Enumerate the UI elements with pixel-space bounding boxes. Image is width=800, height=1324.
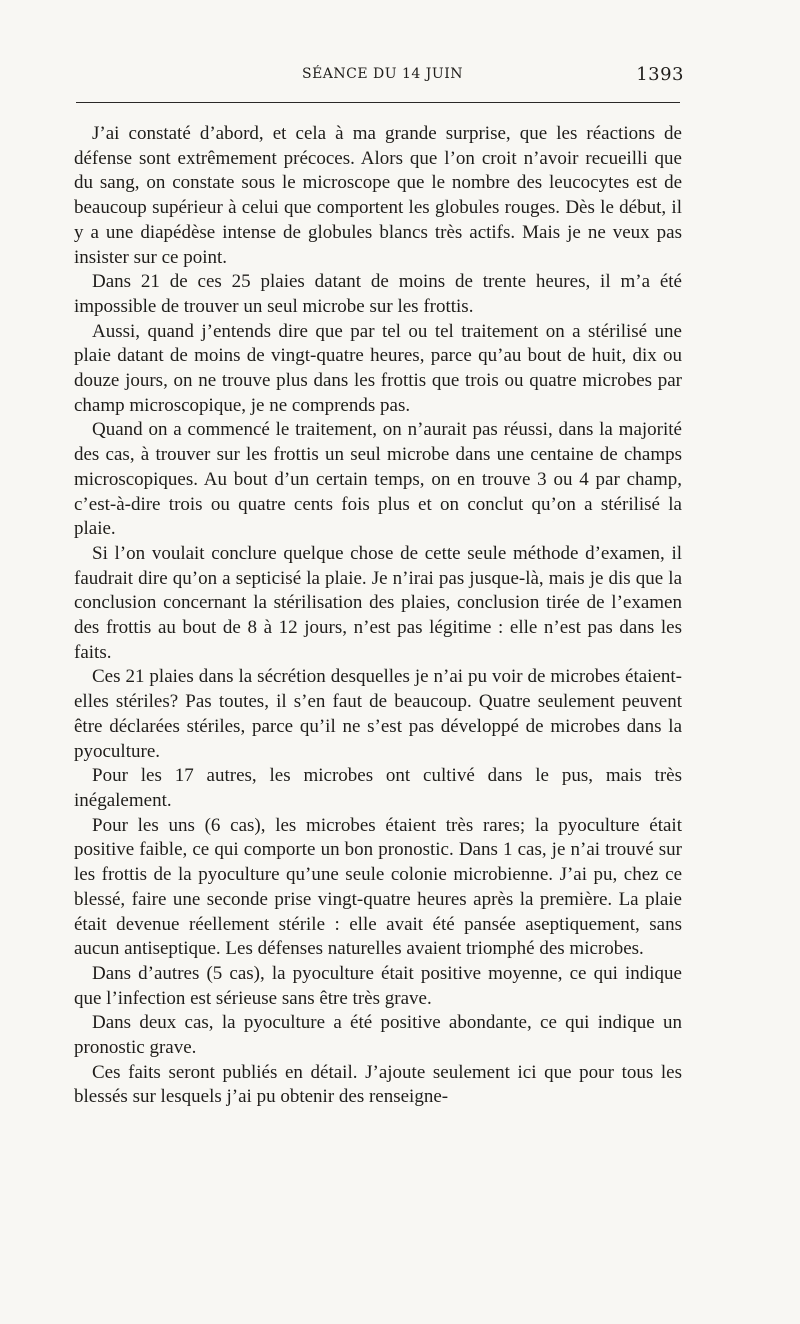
header-rule [76, 102, 680, 103]
paragraph: Dans d’autres (5 cas), la pyoculture était positive moyenne, ce qui indique que l’infection est sérieuse sans être très grave. [74, 962, 682, 1009]
paragraph: Dans 21 de ces 25 plaies datant de moins de trente heures, il m’a été impossible de trouver un seul microbe sur les frottis. [74, 271, 682, 317]
book-page [74, 0, 684, 1324]
body-text [74, 122, 682, 1110]
page-header [74, 62, 684, 92]
running-head: SÉANCE DU 14 JUIN [302, 66, 463, 82]
paragraph: Ces faits seront publiés en détail. J’ajoute seulement ici que pour tous les blessés sur lesquels j’ai pu obtenir des renseigne- [74, 1061, 682, 1108]
paragraph: Ces 21 plaies dans la sécrétion desquelles je n’ai pu voir de microbes étaient-elles stériles? Pas toutes, il s’en faut de beaucoup. Quatre seulement peuvent être déclarées stériles, parce qu’il ne s’est pas développé de microbes dans la pyoculture. [74, 666, 682, 762]
page-number: 1393 [636, 64, 684, 85]
paragraph: Si l’on voulait conclure quelque chose de cette seule méthode d’examen, il faudrait dire qu’on a septicisé la plaie. Je n’irai pas jusque-là, mais je dis que la conclusion concernant la stérilisation des plaies, conclusion tirée de l’examen des frottis au bout de 8 à 12 jours, n’est pas légitime : elle n’est pas dans les faits. [74, 542, 682, 663]
paragraph: J’ai constaté d’abord, et cela à ma grande surprise, que les réactions de défense sont extrêmement précoces. Alors que l’on croit n’avoir recueilli que du sang, on constate sous le microscope que le nombre des leucocytes est de beaucoup supérieur à celui que comportent les globules rouges. Dès le début, il y a une diapédèse intense de globules blancs très actifs. Mais je ne veux pas insister sur ce point. [74, 123, 682, 268]
paragraph: Quand on a commencé le traitement, on n’aurait pas réussi, dans la majorité des cas, à trouver sur les frottis un seul microbe dans une centaine de champs microscopiques. Au bout d’un certain temps, on en trouve 3 ou 4 par champ, c’est-à-dire trois ou quatre cents fois plus et on conclut qu’on a stérilisé la plaie. [74, 419, 682, 540]
paragraph: Pour les uns (6 cas), les microbes étaient très rares; la pyoculture était positive faible, ce qui comporte un bon pronostic. Dans 1 cas, je n’ai trouvé sur les frottis de la pyoculture qu’une seule colonie microbienne. J’ai pu, chez ce blessé, faire une seconde prise vingt-quatre heures après la première. La plaie était devenue réellement stérile : elle avait été pansée aseptiquement, sans aucun antiseptique. Les défenses naturelles avaient triomphé des microbes. [74, 814, 682, 960]
paragraph: Pour les 17 autres, les microbes ont cultivé dans le pus, mais très inégalement. [74, 765, 682, 811]
paragraph: Dans deux cas, la pyoculture a été positive abondante, ce qui indique un pronostic grave. [74, 1012, 682, 1059]
paragraph: Aussi, quand j’entends dire que par tel ou tel traitement on a stérilisé une plaie datant de moins de vingt-quatre heures, parce qu’au bout de huit, dix ou douze jours, on ne trouve plus dans les frottis que trois ou quatre microbes par champ microscopique, je ne comprends pas. [74, 320, 682, 416]
